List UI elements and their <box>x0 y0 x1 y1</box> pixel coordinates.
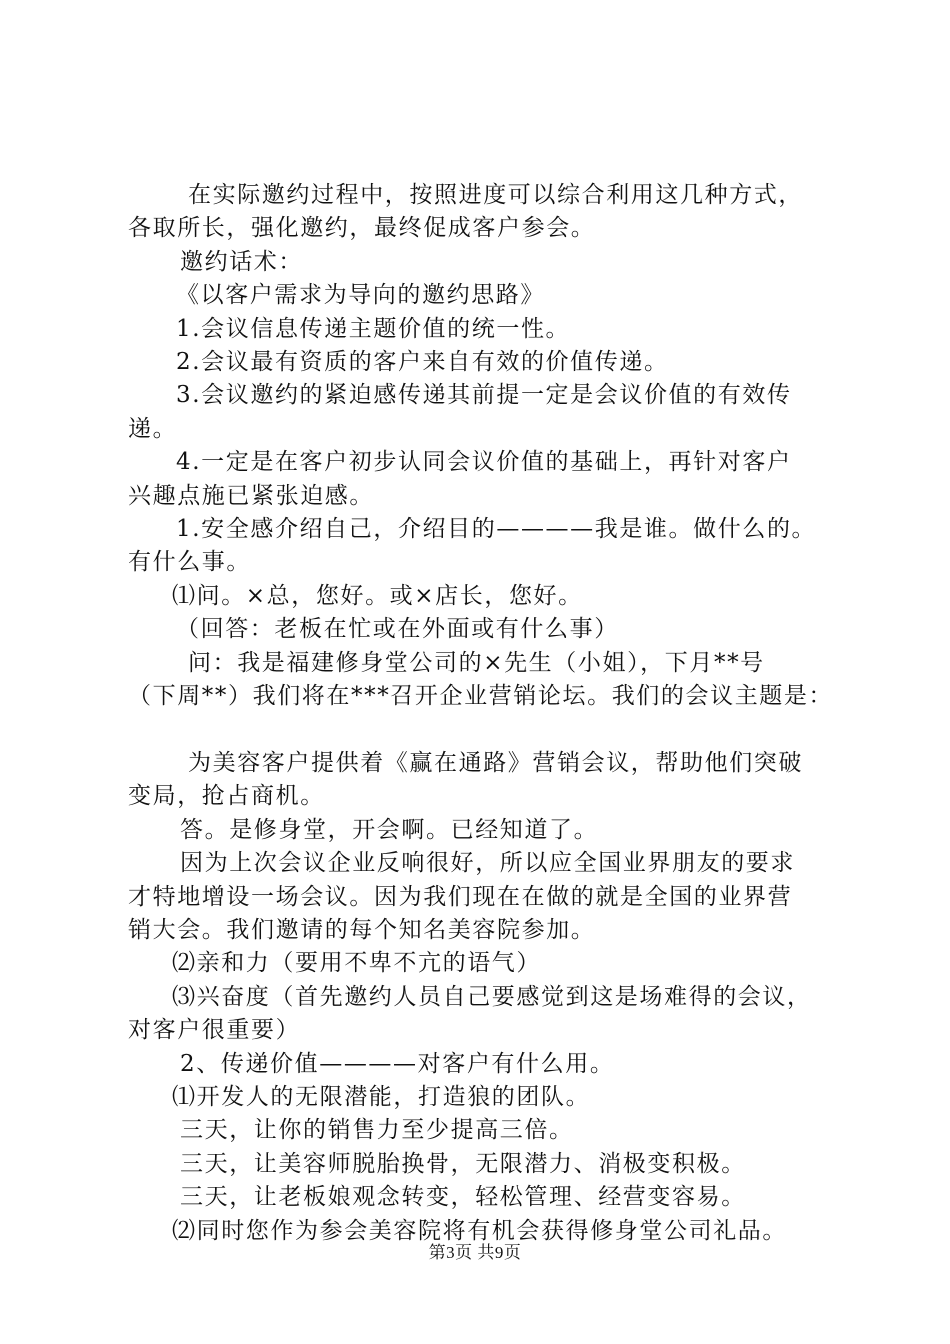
list-item: 3.会议邀约的紧迫感传递其前提一定是会议价值的有效传 <box>176 382 792 409</box>
paragraph-line: （回答：老板在忙或在外面或有什么事） <box>176 616 619 643</box>
list-item: ⑵同时您作为参会美容院将有机会获得修身堂公司礼品。 <box>172 1217 787 1244</box>
paragraph-line: 各取所长，强化邀约，最终促成客户参会。 <box>128 215 596 242</box>
list-item: 1.会议信息传递主题价值的统一性。 <box>176 315 571 342</box>
paragraph-line: 邀约话术： <box>180 248 303 275</box>
list-item: ⑶兴奋度（首先邀约人员自己要感觉到这是场难得的会议， <box>172 983 812 1010</box>
paragraph-line: 三天，让你的销售力至少提高三倍。 <box>180 1117 574 1144</box>
paragraph-line: 因为上次会议企业反响很好，所以应全国业界朋友的要求 <box>180 850 795 877</box>
section-heading: 2、传递价值————对客户有什么用。 <box>180 1050 615 1077</box>
paragraph-line: 对客户很重要） <box>128 1017 301 1044</box>
paragraph-line: 在实际邀约过程中，按照进度可以综合利用这几种方式， <box>188 182 803 208</box>
list-item: 1.安全感介绍自己，介绍目的————我是谁。做什么的。 <box>176 516 817 543</box>
paragraph-line: 变局，抢占商机。 <box>128 783 325 810</box>
list-item: 2.会议最有资质的客户来自有效的价值传递。 <box>176 349 669 376</box>
paragraph-line: 兴趣点施已紧张迫感。 <box>128 482 374 509</box>
document-body <box>128 179 838 1248</box>
paragraph-line: 有什么事。 <box>128 549 251 576</box>
paragraph-line: （下周**）我们将在***召开企业营销论坛。我们的会议主题是： <box>128 683 834 710</box>
paragraph-line: 为美容客户提供着《赢在通路》营销会议，帮助他们突破 <box>188 749 803 776</box>
blank-line <box>128 714 838 747</box>
list-item: ⑴问。×总，您好。或×店长，您好。 <box>172 582 583 609</box>
list-item: 4.一定是在客户初步认同会议价值的基础上，再针对客户 <box>176 449 792 476</box>
paragraph-line: 三天，让老板娘观念转变，轻松管理、经营变容易。 <box>180 1184 746 1211</box>
list-item: ⑵亲和力（要用不卑不亢的语气） <box>172 950 541 977</box>
list-item: ⑴开发人的无限潜能，打造狼的团队。 <box>172 1083 591 1110</box>
paragraph-line: 问：我是福建修身堂公司的×先生（小姐），下月**号 <box>188 649 765 676</box>
page-number-footer: 第3页 共9页 <box>428 1243 522 1262</box>
paragraph-line: 递。 <box>128 415 178 442</box>
paragraph-line: 答。是修身堂，开会啊。已经知道了。 <box>180 816 599 843</box>
paragraph-line: 《以客户需求为导向的邀约思路》 <box>176 282 545 309</box>
paragraph-line: 销大会。我们邀请的每个知名美容院参加。 <box>128 916 596 943</box>
paragraph-line: 三天，让美容师脱胎换骨，无限潜力、消极变积极。 <box>180 1150 746 1177</box>
paragraph-line: 才特地增设一场会议。因为我们现在在做的就是全国的业界营 <box>128 883 793 910</box>
